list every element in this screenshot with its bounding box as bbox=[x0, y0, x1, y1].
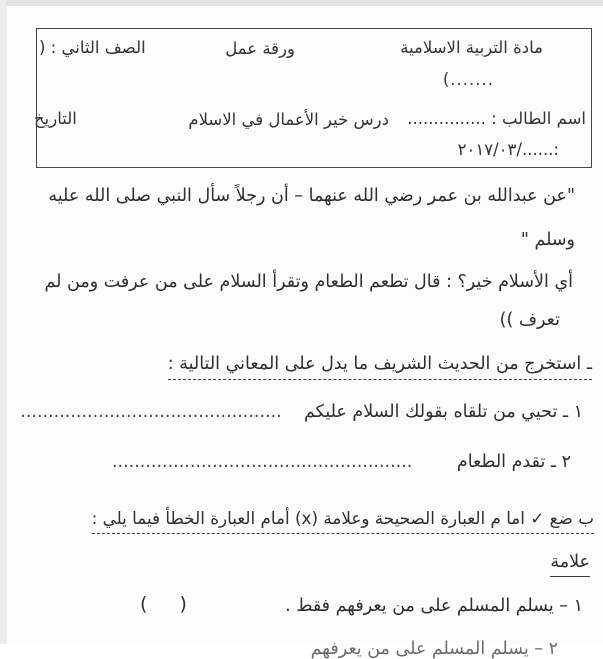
section-b-heading bbox=[10, 508, 594, 528]
date-label: التاريخ bbox=[34, 109, 77, 128]
section-b-item-1-answer-blank: ( ) bbox=[140, 593, 187, 615]
section-a-heading-text: ـ استخرج من الحديث الشريف ما يدل على المعاني التالية : bbox=[168, 354, 592, 380]
section-b-item-1-text: ١ – يسلم المسلم على من يعرفهم فقط . bbox=[285, 596, 583, 616]
grade-blank-field: (....... bbox=[442, 70, 494, 89]
section-a-item-1 bbox=[10, 402, 583, 422]
section-b-heading-text: ب ضع ✓ اما م العبارة الصحيحة وعلامة (x) أمام العبارة الخطأ فيما يلي : bbox=[92, 508, 594, 534]
section-a-heading bbox=[10, 354, 592, 374]
section-a-item-1-blank: ............................................... bbox=[20, 402, 282, 422]
clipped-next-line: ٢ – يسلم المسلم على من يعرفهم bbox=[310, 639, 558, 659]
section-a-item-1-text: ١ ـ تحيي من تلقاه بقولك السلام عليكم bbox=[304, 402, 583, 422]
lesson-title: درس خير الأعمال في الاسلام bbox=[188, 110, 389, 129]
section-b-item-1 bbox=[10, 596, 583, 616]
hadith-line-3: أي الأسلام خير؟ : قال تطعم الطعام وتقرأ السلام على من عرفت ومن لم bbox=[44, 272, 573, 292]
hadith-line-1: "عن عبدالله بن عمر رضي الله عنهما – أن رجلاً سأل النبي صلى الله عليه bbox=[48, 186, 575, 206]
student-name-field: اسم الطالب : ............... bbox=[407, 109, 586, 128]
worksheet-label: ورقة عمل bbox=[225, 39, 295, 58]
scan-edge-left bbox=[0, 0, 7, 644]
date-value: ٢٠١٧/٠٣/......: bbox=[457, 140, 559, 159]
hadith-line-2: وسلم " bbox=[520, 230, 575, 250]
scan-edge-top bbox=[0, 0, 603, 6]
subject-title: مادة التربية الاسلامية bbox=[400, 38, 543, 57]
section-b-subheading bbox=[10, 552, 590, 572]
section-a-item-2-blank: ...................................................... bbox=[111, 452, 413, 472]
section-a-item-2-text: ٢ ـ تقدم الطعام bbox=[456, 452, 571, 472]
section-a-item-2 bbox=[10, 452, 571, 472]
section-b-subheading-text: علامة bbox=[550, 552, 590, 577]
grade-label: الصف الثاني : ( bbox=[39, 38, 146, 57]
header-box bbox=[36, 28, 592, 168]
hadith-line-4: تعرف )) bbox=[499, 310, 560, 330]
